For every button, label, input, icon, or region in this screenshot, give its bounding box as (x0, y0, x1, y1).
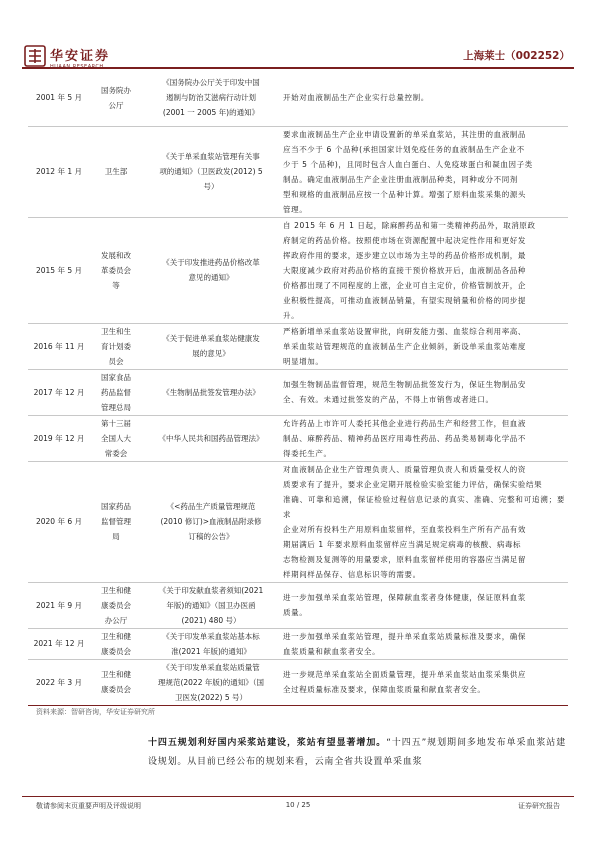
row-document-line: (2001 一 2005 年)的通知》 (162, 108, 260, 118)
row-document (142, 323, 280, 369)
row-content-line: 企业对所有投料生产用原料血浆留样，至血浆投料生产所有产品有效 (283, 524, 526, 534)
row-document (142, 628, 280, 659)
row-organization-line: 发展和改 (101, 250, 131, 260)
row-date: 2019 年 12 月 (28, 415, 90, 461)
row-document (142, 369, 280, 415)
row-document-line: 《生物制品批签发管理办法》 (162, 387, 260, 397)
row-organization-line: 卫生和健 (101, 670, 131, 679)
row-document-line: 《关于单采血浆站管理有关事 (162, 152, 260, 161)
row-document-line: 《关于印发献血浆者须知(2021 (158, 585, 264, 595)
row-organization-line: 卫生部 (104, 167, 128, 176)
row-organization-line: 管理总局 (101, 402, 131, 412)
row-content-line: 加强生物制品监督管理，规范生物制品批签发行为，保证生物制品安 (283, 380, 526, 389)
row-content-line: 应当不少于 6 个品种(承担国家计划免疫任务的血液制品生产企业不 (283, 144, 525, 154)
row-document-line: 项的通知》（卫医政发(2012) 5 (159, 167, 263, 176)
row-document-line: 《<药品生产质量管理规范 (166, 502, 256, 511)
footer-report-type: 证券研究报告 (518, 802, 560, 810)
row-document (142, 70, 280, 126)
row-content-line: 明显增加。 (283, 356, 324, 366)
row-organization-line: 药品监督 (101, 387, 131, 397)
row-document-line: 《关于印发推进药品价格改革 (162, 258, 260, 267)
row-content (280, 323, 568, 369)
row-document-line: 《关于促进单采血浆站健康发 (162, 334, 260, 343)
row-date: 2020 年 6 月 (28, 461, 90, 582)
row-organization (90, 461, 142, 582)
footer-disclaimer: 敬请参阅末页重要声明及评级说明 (36, 802, 141, 810)
row-content-line: 准确、可靠和追溯，保证检验过程信息记录的真实、准确、完整和可追溯；要求 (283, 494, 565, 519)
row-content-line: 全、有效。未通过批签发的产品，不得上市销售或者进口。 (283, 395, 494, 404)
row-organization-line: 等 (112, 280, 120, 290)
row-content (280, 582, 568, 628)
row-document-line: (2010 修订)>血液制品附录修 (160, 517, 262, 526)
row-date: 2015 年 5 月 (28, 217, 90, 323)
row-content-line: 管理。 (283, 204, 308, 214)
row-organization-line: 常委会 (104, 448, 128, 458)
row-organization-line: 卫生和健 (101, 631, 131, 641)
row-content-line: 进一步加强单采血浆站管理，提升单采血浆站质量标准及要求，确保 (283, 631, 526, 641)
row-document-line: 订稿的公告》 (188, 532, 234, 541)
row-organization-line: 国务院办 (101, 85, 131, 95)
row-organization (90, 369, 142, 415)
row-organization (90, 582, 142, 628)
row-date: 2021 年 9 月 (28, 582, 90, 628)
row-document-line: (2021) 480 号） (181, 615, 241, 625)
paragraph-text: “十四五”规划期间多地发布单采血浆站建设规划。从目前已经公布的规划来看，云南全省共设置单采血浆 (148, 738, 567, 767)
row-organization-line: 康委员会 (101, 685, 131, 694)
table-row (28, 70, 568, 126)
footer-divider (22, 796, 574, 797)
table-row (28, 369, 568, 415)
row-document-line: 《关于印发单采血浆站质量管 (162, 662, 260, 672)
row-content-line: 挥政府作用的要求，逐步建立以市场为主导的药品价格形成机制，最 (283, 250, 526, 260)
row-content-line: 业积极性提高，可推动血液制品销量，有望实现销量和价格的同步提 (283, 295, 526, 305)
row-date: 2012 年 1 月 (28, 126, 90, 217)
table-source-note: 资料来源：智研咨询，华安证券研究所 (36, 708, 155, 716)
row-content-line: 对血液制品企业生产管理负责人、质量管理负责人和质量受权人的资 (283, 464, 526, 474)
table-row (28, 628, 568, 659)
table-row (28, 323, 568, 369)
row-document-line: 《关于印发单采血浆站基本标 (162, 631, 260, 641)
row-content (280, 126, 568, 217)
row-organization-line: 卫生和生 (101, 326, 131, 336)
row-document (142, 659, 280, 705)
row-content-line: 府制定的药品价格。按照使市场在资源配置中起决定性作用和更好发 (283, 235, 526, 245)
row-document-line: 年版)的通知》（国卫办医函 (166, 600, 256, 610)
table-row (28, 461, 568, 582)
row-content-line: 严格新增单采血浆站设置审批，向研发能力强、血浆综合利用率高、 (283, 326, 526, 336)
row-content-line: 制品、麻醉药品、精神药品医疗用毒性药品、药品类易制毒化学品不 (283, 433, 526, 443)
row-content (280, 659, 568, 705)
row-organization (90, 628, 142, 659)
logo-name: 华安证券 (50, 49, 111, 64)
row-organization (90, 217, 142, 323)
row-document (142, 126, 280, 217)
company-title: 上海莱士（002252） (463, 50, 570, 62)
row-content-line: 大限度减少政府对药品价格的直接干预价格放开后，血液制品各品种 (283, 265, 526, 275)
page-number: 10 / 25 (285, 801, 311, 809)
row-content (280, 415, 568, 461)
table-row (28, 582, 568, 628)
row-organization-line: 局 (112, 532, 120, 541)
row-content (280, 369, 568, 415)
row-content-line: 型和规格的血液制品应按一个品种计算。增强了原料血浆采集的源头 (283, 189, 526, 199)
row-content-line: 自 2015 年 6 月 1 日起，除麻醉药品和第一类精神药品外，取消原政 (283, 220, 536, 230)
row-organization-line: 康委员会 (101, 646, 131, 656)
row-content-line: 制品。确定血液制品生产企业注册血液制品种类，同种或分不同剂 (283, 174, 518, 184)
row-content (280, 461, 568, 582)
row-organization-line: 康委员会 (101, 600, 131, 610)
logo-seal-icon (24, 45, 46, 67)
row-organization-line: 国家药品 (101, 502, 131, 511)
row-organization-line: 育计划委 (101, 341, 131, 351)
row-organization-line: 革委员会 (101, 265, 131, 275)
row-document-line: 理规范(2022 年版)的通知》（国 (157, 677, 265, 687)
row-organization (90, 70, 142, 126)
row-organization (90, 659, 142, 705)
row-date: 2017 年 12 月 (28, 369, 90, 415)
row-document (142, 217, 280, 323)
row-date: 2022 年 3 月 (28, 659, 90, 705)
row-content-line: 单采血浆站管理规范的血液制品生产企业倾斜，新设单采血浆站难度 (283, 341, 526, 351)
row-document-line: 准(2021 年版)的通知》 (171, 646, 251, 656)
row-content-line: 升。 (283, 310, 300, 320)
row-content (280, 70, 568, 126)
row-content-line: 进一步加强单采血浆站管理，保障献血浆者身体健康，保证原料血浆 (283, 593, 526, 602)
row-content-line: 开始对血液制品生产企业实行总量控制。 (283, 93, 429, 103)
row-content-line: 质要求有了提升，要求企业定期开展检验实验室能力评估，确保实验结果 (283, 479, 543, 489)
row-organization-line: 卫生和健 (101, 585, 131, 595)
table-row (28, 415, 568, 461)
paragraph-lead: 十四五规划利好国内采浆站建设，浆站有望显著增加。 (148, 738, 387, 748)
row-organization-line: 监督管理 (101, 517, 131, 526)
row-content-line: 质量。 (283, 608, 308, 617)
row-organization (90, 126, 142, 217)
table-row (28, 659, 568, 705)
row-document (142, 415, 280, 461)
row-date: 2016 年 11 月 (28, 323, 90, 369)
row-document-line: 遏制与防治艾滋病行动计划 (166, 93, 256, 103)
row-content (280, 628, 568, 659)
row-content-line: 得委托生产。 (283, 448, 332, 458)
row-document-line: 卫医发(2022) 5 号） (175, 692, 247, 702)
row-document-line: 《中华人民共和国药品管理法》 (158, 433, 264, 443)
row-date: 2021 年 12 月 (28, 628, 90, 659)
row-document-line: 展的意见》 (192, 349, 230, 358)
row-content-line: 期届满后 1 年要求原料血浆留样应当满足规定病毒的核酸、病毒标 (283, 539, 522, 549)
row-content (280, 217, 568, 323)
row-content-line: 全过程质量标准及要求，保障血浆质量和献血浆者安全。 (283, 685, 486, 694)
row-content-line: 允许药品上市许可人委托其他企业进行药品生产和经营工作，但血液 (283, 418, 526, 428)
row-organization-line: 办公厅 (104, 615, 128, 625)
table-row (28, 217, 568, 323)
row-content-line: 血浆质量和献血浆者安全。 (283, 646, 381, 656)
row-date: 2001 年 5 月 (28, 70, 90, 126)
row-organization (90, 415, 142, 461)
row-content-line: 价格都出现了不同程度的上涨，企业可自主定价，价格管制放开，企 (283, 280, 526, 290)
row-document (142, 461, 280, 582)
row-organization-line: 第十三届 (101, 418, 131, 428)
row-document (142, 582, 280, 628)
row-content-line: 样期间样品保存、信息标识等的需要。 (283, 569, 421, 579)
row-organization-line: 国家食品 (101, 372, 131, 382)
row-content-line: 志物检测及复测等的用量要求，原料血浆留样使用的容器应当满足留 (283, 554, 526, 564)
row-content-line: 少于 5 个品种)，且同时包含人血白蛋白、人免疫球蛋白和凝血因子类 (283, 159, 533, 169)
row-organization-line: 公厅 (108, 100, 124, 110)
row-content-line: 要求血液制品生产企业申请设置新的单采血浆站，其注册的血液制品 (283, 129, 526, 139)
row-document-line: 意见的通知》 (188, 273, 234, 282)
header-divider (22, 67, 574, 69)
row-organization-line: 全国人大 (101, 433, 131, 443)
body-paragraph (148, 734, 566, 772)
policy-table (28, 70, 568, 706)
row-content-line: 进一步规范单采血浆站全面质量管理，提升单采血浆站血浆采集供应 (283, 670, 526, 679)
row-organization (90, 323, 142, 369)
row-organization-line: 员会 (108, 356, 124, 366)
row-document-line: 《国务院办公厅关于印发中国 (162, 78, 260, 88)
table-row (28, 126, 568, 217)
row-document-line: 号） (203, 182, 219, 191)
